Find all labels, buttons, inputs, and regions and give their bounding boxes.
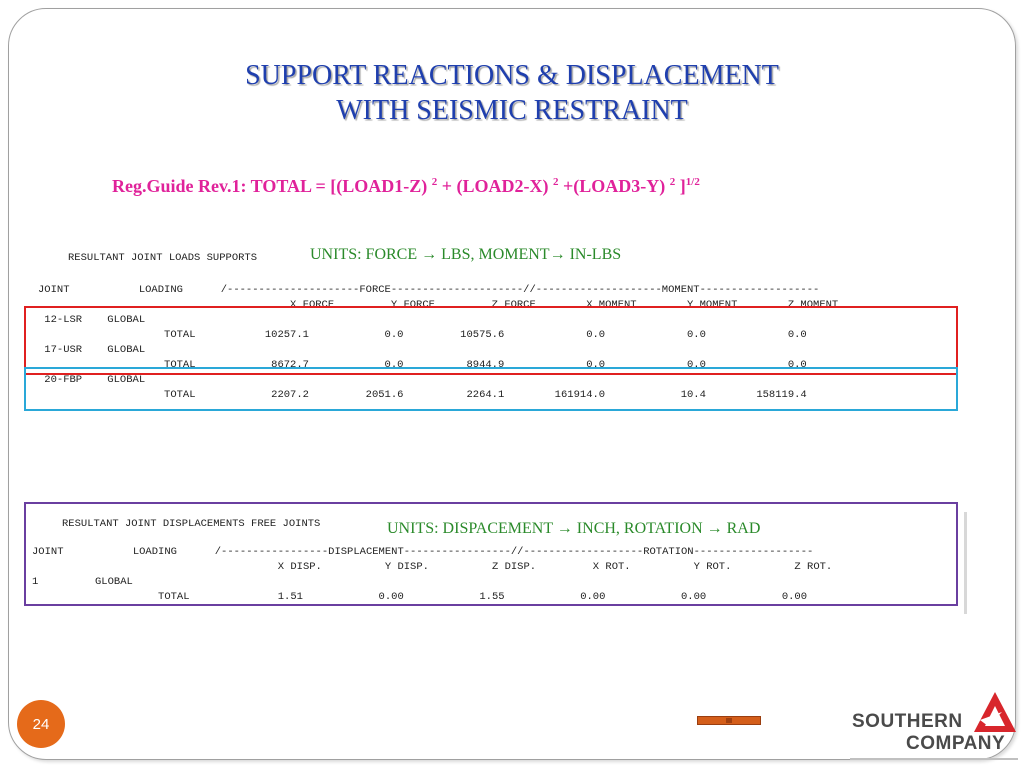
displacements-header: RESULTANT JOINT DISPLACEMENTS FREE JOINTS [62,518,321,530]
displacements-row: TOTAL 1.51 0.00 1.55 0.00 0.00 0.00 [32,591,808,603]
supports-header: RESULTANT JOINT LOADS SUPPORTS [68,252,258,264]
supports-column-header-2: X FORCE Y FORCE Z FORCE X MOMENT Y MOMENT Z MOMENT [38,299,839,311]
title-line-1: SUPPORT REACTIONS & DISPLACEMENT [245,60,779,91]
reg-mid-1: + (LOAD2-X) [437,176,554,196]
title-line-2: WITH SEISMIC RESTRAINT [336,95,688,126]
table-edge-shadow [964,512,967,614]
reg-mid-2: +(LOAD3-Y) [558,176,670,196]
supports-row: TOTAL 8672.7 0.0 8944.9 0.0 0.0 0.0 [38,359,807,371]
supports-units: UNITS: FORCE → LBS, MOMENT→ IN-LBS [310,246,622,263]
displacements-table [32,545,832,605]
highlight-box-cyan [24,367,958,411]
displacements-column-header-1: JOINT LOADING /-----------------DISPLACEMENT-----------------//-------------------ROTATION------------------- [32,546,814,558]
displacements-row: 1 GLOBAL [32,576,133,588]
supports-row: 20-FBP GLOBAL [38,374,146,386]
reg-prefix: Reg.Guide Rev.1: TOTAL = [(LOAD1-Z) [112,176,432,196]
displacements-column-header-2: X DISP. Y DISP. Z DISP. X ROT. Y ROT. Z ROT. [32,561,833,573]
supports-row: 12-LSR GLOBAL [38,314,146,326]
displacements-units: UNITS: DISPACEMENT → INCH, ROTATION → RAD [387,520,761,537]
reg-sup-2: 2 [553,176,559,188]
logo-line-1: SOUTHERN [852,711,963,732]
southern-company-logo [852,690,1018,756]
footer-divider [850,758,1018,760]
supports-row: 17-USR GLOBAL [38,344,146,356]
reg-mid-3: ] [675,176,686,196]
reg-sup-4: 1/2 [685,176,700,188]
page-number-badge [17,700,65,748]
footer-accent-bar [697,716,761,725]
logo-triangle-icon [972,690,1018,736]
reg-sup-1: 2 [431,176,438,188]
reg-guide-formula [112,176,700,197]
supports-row: TOTAL 10257.1 0.0 10575.6 0.0 0.0 0.0 [38,329,807,341]
reg-sup-3: 2 [669,176,676,188]
highlight-box-red [24,306,958,375]
supports-row: TOTAL 2207.2 2051.6 2264.1 161914.0 10.4 158119.4 [38,389,807,401]
logo-line-2: COMPANY [906,733,1006,754]
supports-column-header-1: JOINT LOADING /---------------------FORCE---------------------//--------------------MOMENT------------------- [38,284,820,296]
page-number: 24 [32,715,50,733]
slide-title [0,58,1024,128]
